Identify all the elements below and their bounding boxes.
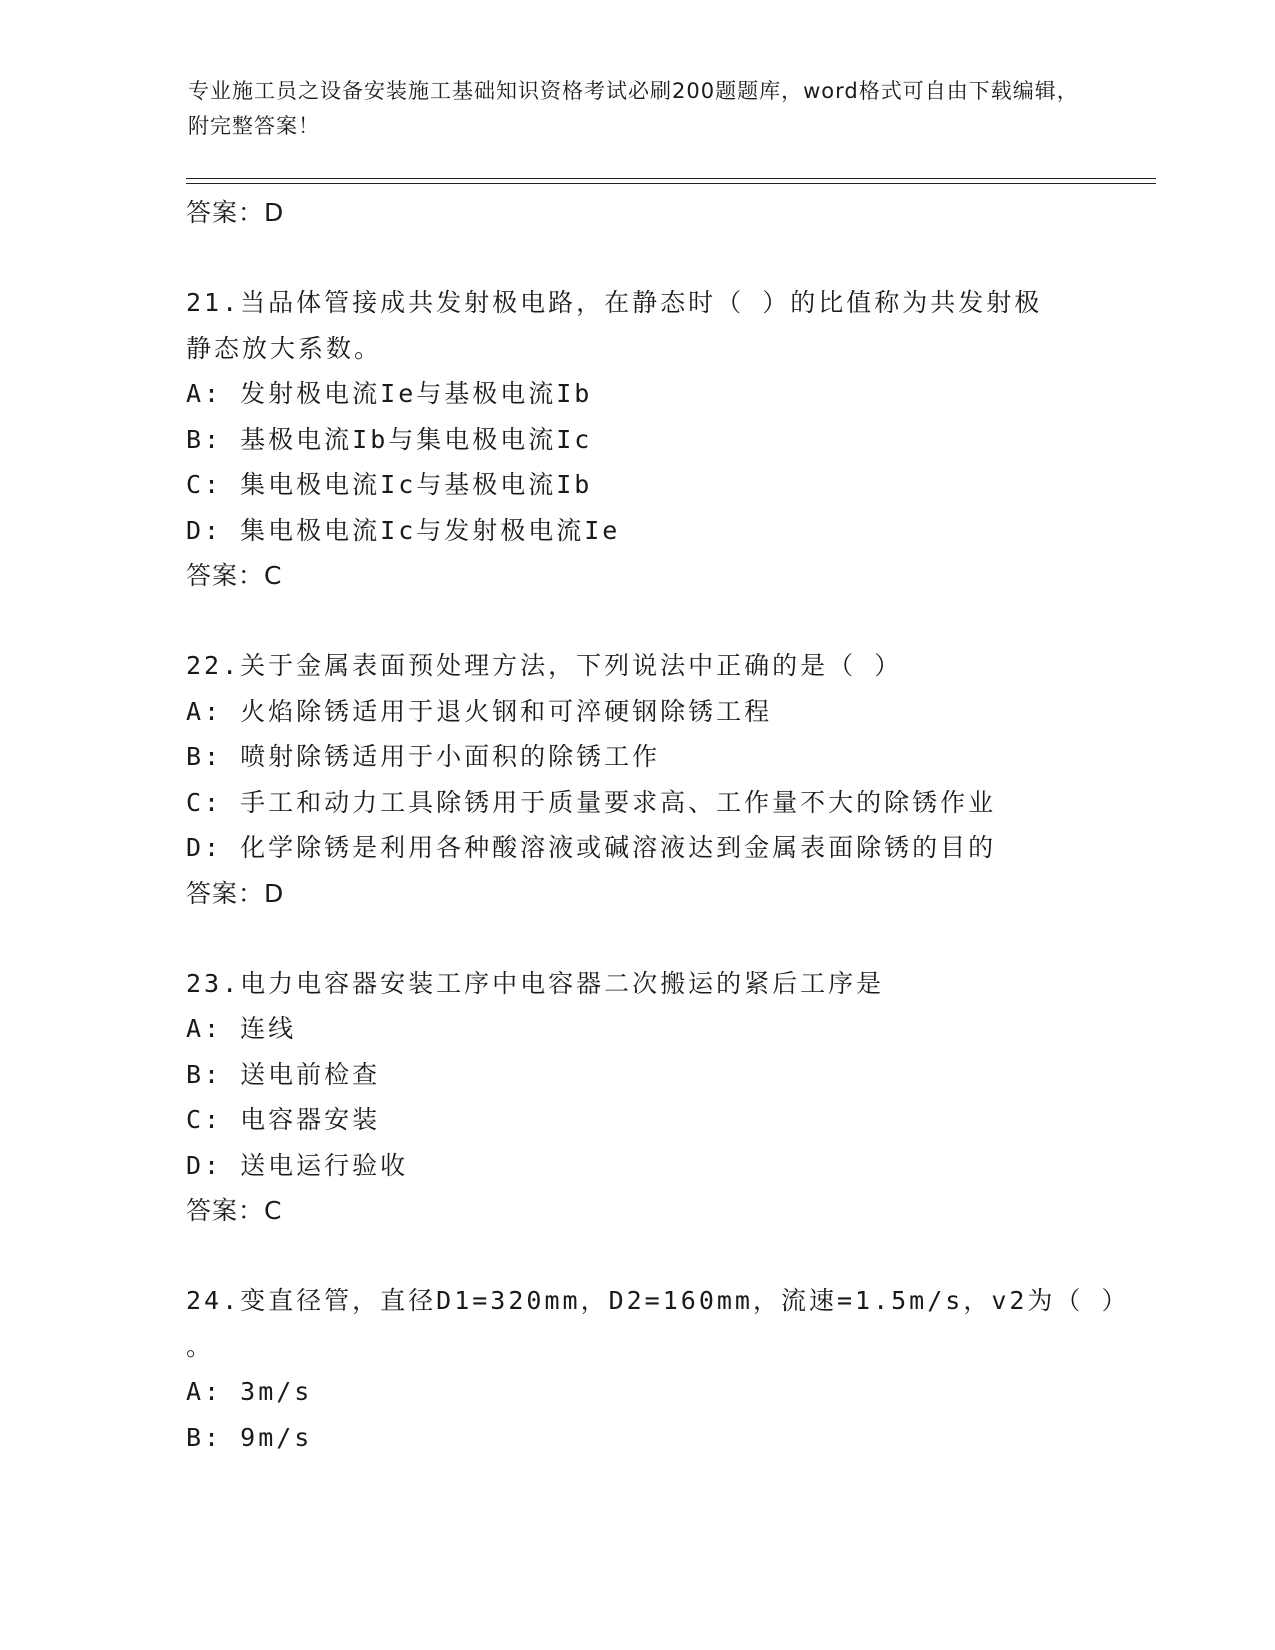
question-23 <box>186 961 1086 1234</box>
question-text-line: 22.关于金属表面预处理方法，下列说法中正确的是（ ） <box>186 651 903 680</box>
option-b: B: 送电前检查 <box>186 1059 381 1089</box>
option-c: C: 电容器安装 <box>186 1105 381 1134</box>
option-c: C: 手工和动力工具除锈用于质量要求高、工作量不大的除锈作业 <box>186 787 997 817</box>
spacer <box>186 598 1086 643</box>
answer-20: 答案：D <box>186 198 285 227</box>
question-text-line: 24.变直径管，直径D1=320mm，D2=160mm，流速=1.5m/s，v2为（ ） <box>186 1286 1130 1315</box>
spacer <box>186 916 1086 961</box>
option-b: B: 基极电流Ib与集电极电流Ic <box>186 424 593 454</box>
question-text-line: 21.当品体管接成共发射极电路，在静态时（ ）的比值称为共发射极 <box>186 288 1043 317</box>
question-text-line: 23.电力电容器安装工序中电容器二次搬运的紧后工序是 <box>186 968 885 998</box>
option-d: D: 集电极电流Ic与发射极电流Ie <box>186 515 621 545</box>
option-b: B: 喷射除锈适用于小面积的除锈工作 <box>186 742 661 771</box>
question-22 <box>186 643 1086 916</box>
spacer <box>186 235 1086 280</box>
question-24 <box>186 1278 1130 1460</box>
answer-21: 答案：C <box>186 561 283 590</box>
page-header-text: 专业施工员之设备安装施工基础知识资格考试必刷200题题库，word格式可自由下载编辑，附完整答案！ <box>188 79 1079 138</box>
question-text-line: 。 <box>186 1331 215 1361</box>
option-a: A: 连线 <box>186 1014 297 1043</box>
option-d: D: 送电运行验收 <box>186 1150 409 1180</box>
document-body <box>186 190 1130 1460</box>
answer-23: 答案：C <box>186 1196 283 1225</box>
option-a: A: 发射极电流Ie与基极电流Ib <box>186 379 593 408</box>
answer-22: 答案：D <box>186 878 285 908</box>
option-a: A: 3m/s <box>186 1377 313 1406</box>
option-b: B: 9m/s <box>186 1422 313 1452</box>
header-divider <box>186 178 1156 184</box>
option-d: D: 化学除锈是利用各种酸溶液或碱溶液达到金属表面除锈的目的 <box>186 833 997 862</box>
option-a: A: 火焰除锈适用于退火钢和可淬硬钢除锈工程 <box>186 696 773 726</box>
spacer <box>186 1233 1086 1278</box>
option-c: C: 集电极电流Ic与基极电流Ib <box>186 470 593 499</box>
question-text-line: 静态放大系数。 <box>186 333 383 363</box>
question-21 <box>186 280 1086 598</box>
